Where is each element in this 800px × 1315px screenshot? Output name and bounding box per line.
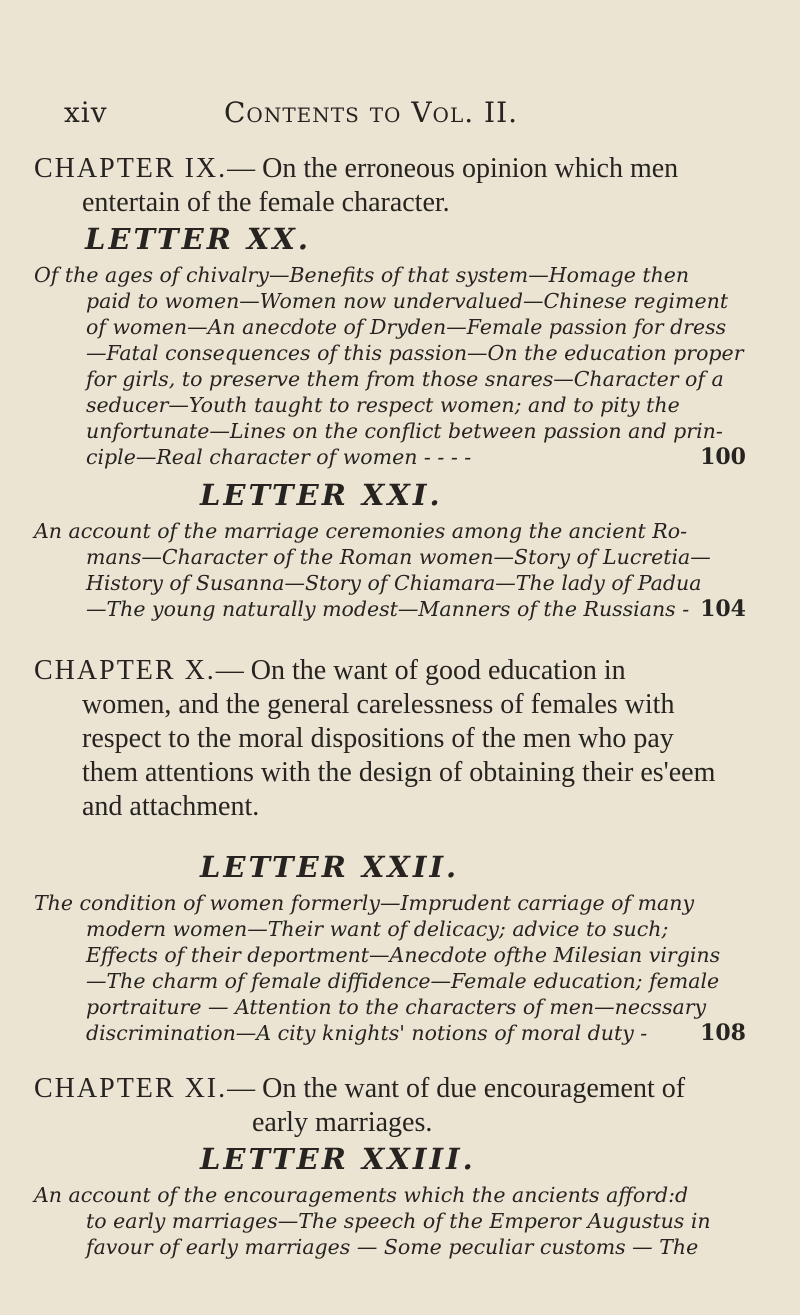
letter-xxiii-synopsis [34,1182,754,1260]
synopsis-line: History of Susanna—Story of Chiamara—The lady of Padua [86,571,702,595]
synopsis-line: to early marriages—The speech of the Emperor Augustus in [86,1209,711,1233]
chapter-text: — On the erroneous opinion which men [227,153,679,184]
page-number: xiv [64,96,108,129]
synopsis-line: favour of early marriages — Some peculiar customs — The [86,1235,699,1259]
chapter-text: — On the want of good education in [215,655,626,686]
letter-title: LETTER XX. [85,222,312,256]
chapter-heading: CHAPTER X. [34,655,216,686]
letter-xx-synopsis [34,262,754,470]
chapter-text: them attentions with the design of obtaining their es'eem [82,757,716,788]
synopsis-line: discrimination—A city knights' notions of moral duty - [86,1021,648,1045]
chapter-x [34,654,754,824]
letter-xxi-synopsis [34,518,754,622]
synopsis-line: The condition of women formerly—Imprudent carriage of many [34,891,695,915]
synopsis-line: unfortunate—Lines on the conflict between passion and prin- [86,419,723,443]
synopsis-line: mans—Character of the Roman women—Story of Lucretia— [86,545,711,569]
synopsis-line: An account of the encouragements which the ancients afford:d [34,1183,689,1207]
synopsis-line: portraiture — Attention to the characters of men—necssary [86,995,707,1019]
letter-title: LETTER XXIII. [200,1142,476,1176]
chapter-ix [34,152,754,220]
synopsis-line: Of the ages of chivalry—Benefits of that system—Homage then [34,263,690,287]
synopsis-line: ciple—Real character of women - - - - [86,445,472,469]
synopsis-line: Effects of their deportment—Anecdote ofthe Milesian virgins [86,943,721,967]
chapter-text: entertain of the female character. [82,187,450,218]
synopsis-line: of women—An anecdote of Dryden—Female passion for dress [86,315,727,339]
synopsis-line: modern women—Their want of delicacy; advice to such; [86,917,669,941]
letter-title: LETTER XXI. [200,478,443,512]
page-reference: 108 [700,1020,746,1046]
synopsis-line: paid to women—Women now undervalued—Chinese regiment [86,289,729,313]
letter-xxii-synopsis [34,890,754,1046]
chapter-text: — On the want of due encouragement of [227,1073,686,1104]
synopsis-line: for girls, to preserve them from those snares—Character of a [86,367,724,391]
page-header [64,96,730,136]
chapter-text: women, and the general carelessness of females with [82,689,675,720]
chapter-xi [34,1072,754,1140]
chapter-text: and attachment. [82,791,260,822]
chapter-heading: CHAPTER IX. [34,153,228,184]
chapter-text: early marriages. [252,1107,433,1138]
chapter-text: respect to the moral dispositions of the men who pay [82,723,674,754]
letter-title: LETTER XXII. [200,850,460,884]
running-head: Contents to Vol. II. [224,96,519,129]
page-reference: 100 [700,444,746,470]
synopsis-line: An account of the marriage ceremonies among the ancient Ro- [34,519,687,543]
synopsis-line: —The young naturally modest—Manners of the Russians - [86,597,690,621]
synopsis-line: —The charm of female diffidence—Female education; female [86,969,720,993]
page-reference: 104 [700,596,746,622]
synopsis-line: seducer—Youth taught to respect women; and to pity the [86,393,680,417]
chapter-heading: CHAPTER XI. [34,1073,228,1104]
synopsis-line: —Fatal consequences of this passion—On the education proper [86,341,744,365]
